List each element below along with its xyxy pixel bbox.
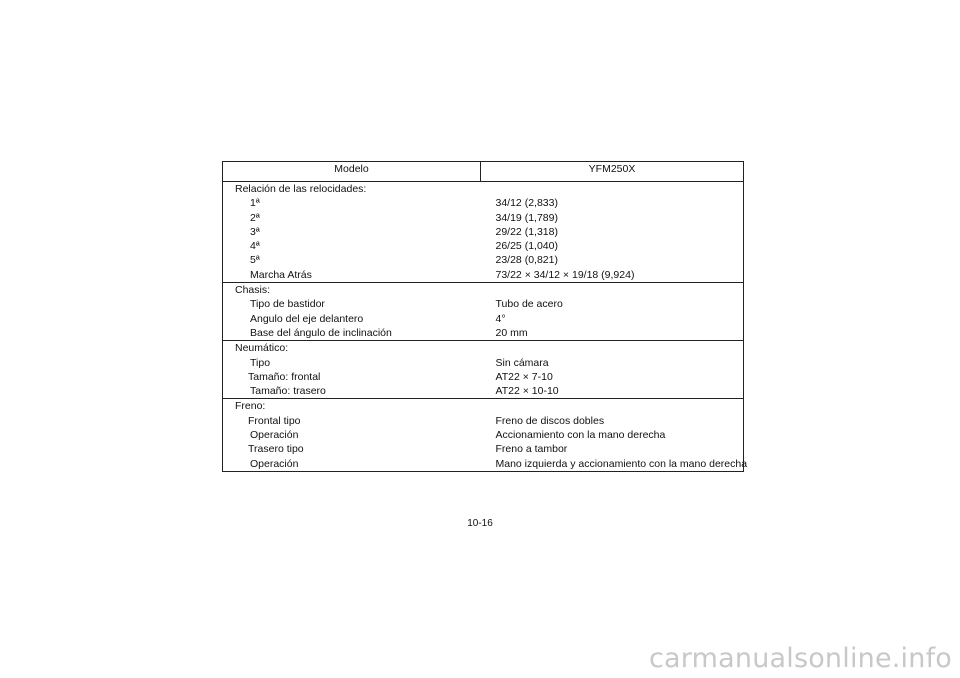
row-label: 3ª: [250, 225, 260, 238]
row-value: 20 mm: [495, 326, 528, 339]
row-label: Operación: [250, 457, 299, 470]
section-labels: [223, 283, 481, 341]
watermark: carmanualsonline.info: [649, 643, 952, 674]
section-values: [481, 341, 744, 399]
page-number: 10-16: [467, 518, 493, 529]
section-brakes: [223, 399, 744, 471]
row-label: 2ª: [250, 211, 260, 224]
row-label: 4ª: [250, 240, 260, 253]
row-value: Tubo de acero: [495, 298, 563, 311]
header-model: Modelo: [223, 162, 481, 182]
row-label: Base del ángulo de inclinación: [250, 326, 392, 339]
row-label: Angulo del eje delantero: [250, 312, 364, 325]
row-value: 4°: [495, 312, 506, 325]
row-label: Tipo: [250, 356, 271, 369]
section-labels: [223, 182, 481, 283]
row-value: Sin cámara: [495, 356, 549, 369]
row-value: 29/22 (1,318): [495, 225, 558, 238]
row-label: 1ª: [250, 197, 260, 210]
section-gear-ratios: [223, 182, 744, 283]
section-tyres: [223, 341, 744, 399]
row-value: AT22 × 10-10: [495, 385, 559, 398]
row-label: 5ª: [250, 254, 260, 267]
spec-table: [222, 161, 748, 472]
row-label: Frontal tipo: [248, 414, 301, 427]
row-value: Freno a tambor: [495, 443, 568, 456]
row-value: Freno de discos dobles: [495, 414, 605, 427]
section-labels: [223, 341, 481, 399]
section-title: Freno:: [235, 400, 266, 413]
row-value: Accionamiento con la mano derecha: [495, 429, 666, 442]
table-header-row: [223, 162, 744, 182]
row-label: Tamaño: frontal: [248, 370, 321, 383]
row-value: Mano izquierda y accionamiento con la mano derecha: [495, 457, 748, 470]
row-value: 73/22 × 34/12 × 19/18 (9,924): [495, 268, 635, 281]
row-value: 23/28 (0,821): [495, 254, 558, 267]
header-model-value: YFM250X: [481, 162, 744, 182]
section-title: Relación de las relocidades:: [235, 183, 367, 195]
row-value: AT22 × 7-10: [495, 370, 553, 383]
row-value: 34/19 (1,789): [495, 211, 558, 224]
row-value: 34/12 (2,833): [495, 197, 558, 210]
row-label: Trasero tipo: [248, 443, 304, 456]
row-label: Marcha Atrás: [250, 268, 312, 281]
section-title: Neumático:: [235, 342, 289, 355]
section-title: Chasis:: [235, 284, 271, 297]
section-chassis: [223, 283, 744, 341]
section-values: [481, 283, 744, 341]
row-label: Operación: [250, 429, 299, 442]
section-values: [481, 399, 748, 471]
row-label: Tamaño: trasero: [250, 385, 326, 398]
section-values: [481, 182, 744, 283]
row-value: 26/25 (1,040): [495, 240, 558, 253]
row-label: Tipo de bastidor: [250, 298, 325, 311]
section-labels: [223, 399, 481, 471]
